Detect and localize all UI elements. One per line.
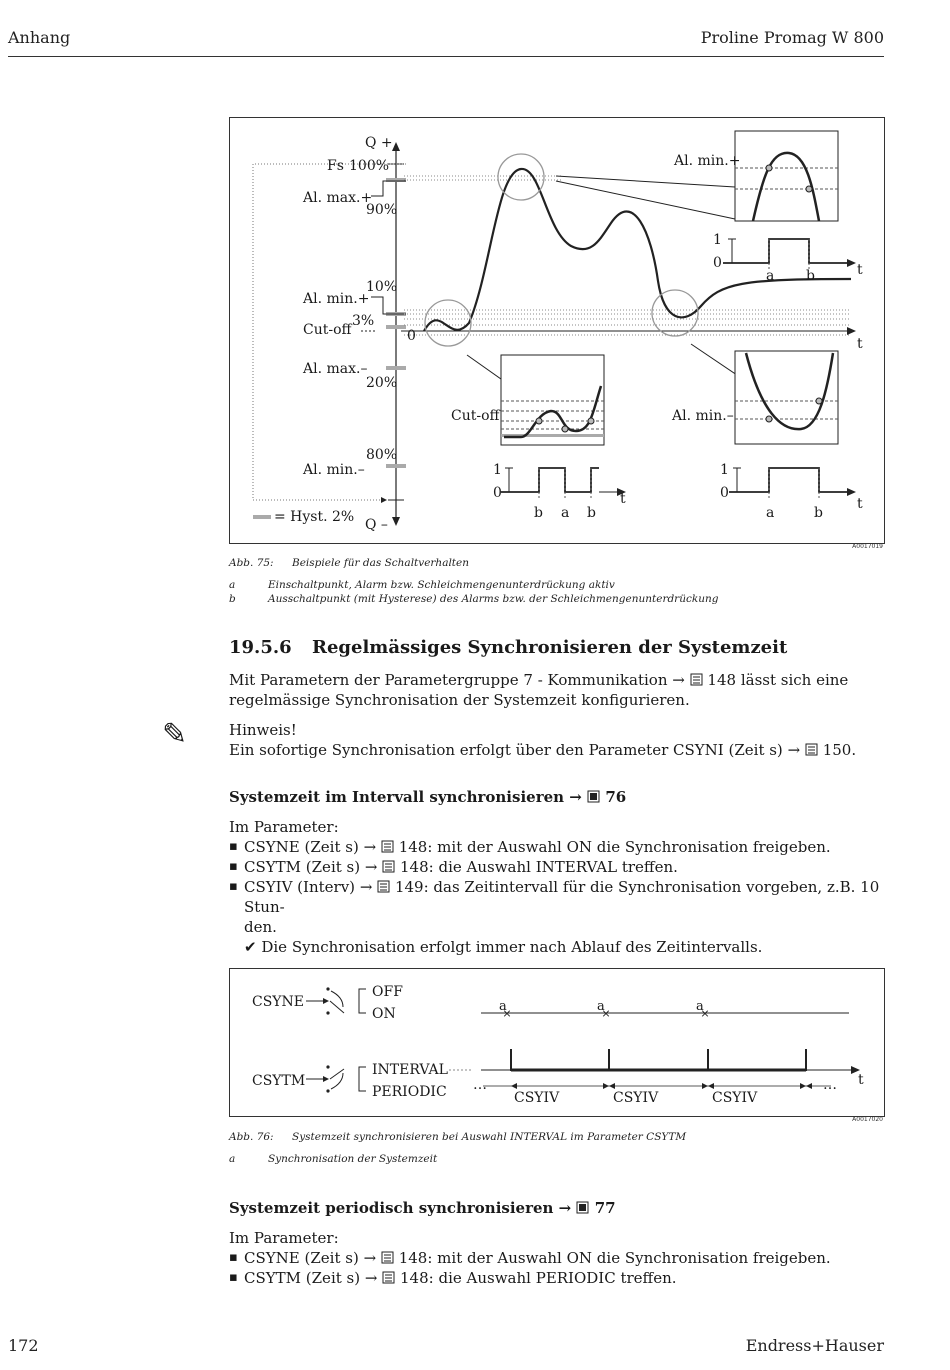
intro-text-line2: regelmässige Synchronisation der Systemzeit konfigurieren. (229, 691, 690, 709)
param-desc: : mit der Auswahl ON die Synchronisation freigeben. (427, 838, 831, 856)
figure-reference-icon (576, 1201, 589, 1214)
section-intro (229, 670, 884, 710)
param-desc: : das Zeitintervall für die Synchronisation vorgeben, z.B. 10 Stun- (244, 878, 880, 916)
param-desc: : die Auswahl INTERVAL treffen. (428, 858, 678, 876)
sync-timeline-diagram (230, 969, 884, 1116)
arrow-right-icon: → (787, 741, 801, 759)
label-csyiv: CSYIV (712, 1090, 758, 1106)
arrow-right-icon: → (569, 788, 582, 806)
label-al-max-plus: Al. max.+ (303, 190, 373, 206)
interval-list (229, 837, 884, 957)
figure-75 (229, 117, 885, 544)
section-title: Regelmässiges Synchronisieren der Systemzeit (312, 637, 788, 658)
label-fs-pct: 100% (349, 158, 390, 174)
sync-mark-x: × (502, 1007, 512, 1020)
page-reference-icon (382, 1271, 395, 1284)
label-a: a (597, 999, 605, 1014)
note-text: Ein sofortige Synchronisation erfolgt über den Parameter CSYNI (Zeit s) (229, 741, 783, 759)
periodic-heading-text: Systemzeit periodisch synchronisieren (229, 1199, 554, 1217)
interval-heading (229, 788, 626, 806)
page-ref[interactable]: 148 (398, 1249, 428, 1267)
list-item (229, 1268, 884, 1288)
label-csyne: CSYNE (252, 994, 305, 1010)
label-b: b (587, 505, 596, 521)
switching-behavior-diagram (230, 118, 884, 543)
page-reference-icon (690, 673, 703, 686)
label-t: t (857, 262, 863, 278)
interval-body (229, 817, 884, 957)
legend-text: Einschaltpunkt, Alarm bzw. Schleichmengenunterdrückung aktiv (268, 579, 615, 591)
label-pct90: 90% (366, 202, 398, 218)
figure-76-caption-text: Systemzeit synchronisieren bei Auswahl INTERVAL im Parameter CSYTM (292, 1131, 687, 1143)
label-t: t (857, 496, 863, 512)
label-interval: INTERVAL (372, 1062, 448, 1078)
arrow-right-icon: → (364, 858, 378, 876)
page-reference-icon (805, 743, 818, 756)
figure-75-id: A0017019 (852, 543, 883, 550)
label-csyiv: CSYIV (613, 1090, 659, 1106)
sync-mark-x: × (601, 1007, 611, 1020)
label-a: a (499, 999, 507, 1014)
label-csyiv: CSYIV (514, 1090, 560, 1106)
param-name: CSYTM (Zeit s) (244, 1269, 361, 1287)
label-periodic: PERIODIC (372, 1084, 447, 1100)
page-reference-icon (381, 840, 394, 853)
list-item (229, 857, 884, 877)
label-b: b (806, 268, 815, 284)
legend-key: b (229, 593, 236, 605)
label-t: t (858, 1072, 864, 1088)
label-pct20: 20% (366, 375, 398, 391)
arrow-right-icon: → (672, 671, 685, 689)
intro-text: Mit Parametern der Parametergruppe 7 - Kommunikation (229, 671, 668, 689)
page-ref[interactable]: 148 (398, 838, 428, 856)
label-a: a (561, 505, 570, 521)
periodic-figure-ref[interactable]: 77 (594, 1199, 616, 1217)
interval-figure-ref[interactable]: 76 (605, 788, 627, 806)
periodic-body (229, 1228, 884, 1288)
note-page-ref[interactable]: 150. (822, 741, 857, 759)
label-a: a (696, 999, 704, 1014)
label-hyst: = Hyst. 2% (274, 509, 355, 525)
legend-text: Ausschaltpunkt (mit Hysterese) des Alarms bzw. der Schleichmengenunterdrückung (268, 593, 719, 605)
page-ref[interactable]: 148 (400, 858, 429, 876)
pencil-note-icon: ✎ (162, 717, 188, 752)
arrow-right-icon: → (363, 1249, 377, 1267)
figure-76-id: A0017020 (852, 1116, 883, 1123)
label-inset-al-min-minus: Al. min.– (672, 408, 734, 424)
note-block (229, 720, 884, 760)
param-desc-cont: den. (244, 918, 277, 936)
interval-lead: Im Parameter: (229, 818, 339, 836)
label-csytm: CSYTM (252, 1073, 306, 1089)
footer-brand: Endress+Hauser (745, 1336, 884, 1355)
intro-text-cont: lässt sich eine (740, 671, 849, 689)
arrow-right-icon: → (558, 1199, 572, 1217)
label-q-plus: Q + (365, 135, 393, 151)
label-zero: 0 (720, 485, 729, 501)
label-dots: … (823, 1077, 837, 1093)
label-one: 1 (493, 462, 502, 478)
label-fs: Fs (327, 158, 344, 174)
arrow-right-icon: → (363, 838, 377, 856)
param-name: CSYIV (Interv) (244, 878, 356, 896)
label-al-max-minus: Al. max.– (303, 361, 368, 377)
param-name: CSYNE (Zeit s) (244, 1249, 359, 1267)
legend-text: Synchronisation der Systemzeit (268, 1153, 438, 1165)
intro-page-ref[interactable]: 148 (707, 671, 737, 689)
page-reference-icon (377, 880, 390, 893)
figure-75-caption-number: Abb. 75: (229, 557, 274, 569)
legend-key: a (229, 579, 236, 591)
label-one: 1 (720, 462, 729, 478)
note-title: Hinweis! (229, 721, 297, 739)
page-ref[interactable]: 148 (400, 1269, 429, 1287)
param-name: CSYTM (Zeit s) (244, 858, 361, 876)
periodic-heading (229, 1199, 616, 1217)
label-a: a (766, 268, 775, 284)
result-text: Die Synchronisation erfolgt immer nach Ablauf des Zeitintervalls. (261, 938, 763, 956)
label-al-min-minus-axis: Al. min.– (303, 462, 365, 478)
header-left: Anhang (8, 28, 71, 47)
label-b: b (814, 505, 823, 521)
label-q-minus: Q – (365, 517, 388, 533)
page-reference-icon (381, 1251, 394, 1264)
param-desc: : mit der Auswahl ON die Synchronisation freigeben. (427, 1249, 831, 1267)
label-zero: 0 (493, 485, 502, 501)
arrow-right-icon: → (359, 878, 373, 896)
list-item (229, 1248, 884, 1268)
param-name: CSYNE (Zeit s) (244, 838, 359, 856)
label-dots: … (473, 1077, 487, 1093)
header-rule (8, 56, 884, 57)
label-al-min-plus: Al. min.+ (303, 291, 370, 307)
label-t: t (620, 491, 626, 507)
label-t: t (857, 336, 863, 352)
figure-75-caption-text: Beispiele für das Schaltverhalten (292, 557, 470, 569)
label-pct3: 3% (352, 313, 375, 329)
interval-heading-text: Systemzeit im Intervall synchronisieren (229, 788, 565, 806)
label-zero: 0 (713, 255, 722, 271)
section-number: 19.5.6 (229, 637, 292, 658)
label-inset-al-min-plus: Al. min.+ (674, 153, 741, 169)
page-number: 172 (8, 1336, 39, 1355)
label-on: ON (372, 1006, 396, 1022)
figure-76-caption-number: Abb. 76: (229, 1131, 274, 1143)
label-a: a (766, 505, 775, 521)
header-right: Proline Promag W 800 (700, 28, 884, 47)
label-pct10: 10% (366, 279, 398, 295)
param-desc: : die Auswahl PERIODIC treffen. (428, 1269, 677, 1287)
legend-key: a (229, 1153, 236, 1165)
sync-mark-x: × (700, 1007, 710, 1020)
label-pct80: 80% (366, 447, 398, 463)
label-cut-off: Cut-off (303, 322, 352, 338)
page-ref[interactable]: 149 (394, 878, 424, 896)
checkmark-icon: ✔ (244, 938, 257, 956)
periodic-list (229, 1248, 884, 1288)
page-reference-icon (382, 860, 395, 873)
label-zero: 0 (407, 328, 416, 344)
label-off: OFF (372, 984, 403, 1000)
label-b: b (534, 505, 543, 521)
label-one: 1 (713, 232, 722, 248)
list-item (229, 877, 884, 957)
label-inset-cut-off: Cut-off (451, 408, 500, 424)
figure-reference-icon (587, 790, 600, 803)
periodic-lead: Im Parameter: (229, 1229, 339, 1247)
arrow-right-icon: → (364, 1269, 378, 1287)
list-item (229, 837, 884, 857)
figure-76 (229, 968, 885, 1117)
